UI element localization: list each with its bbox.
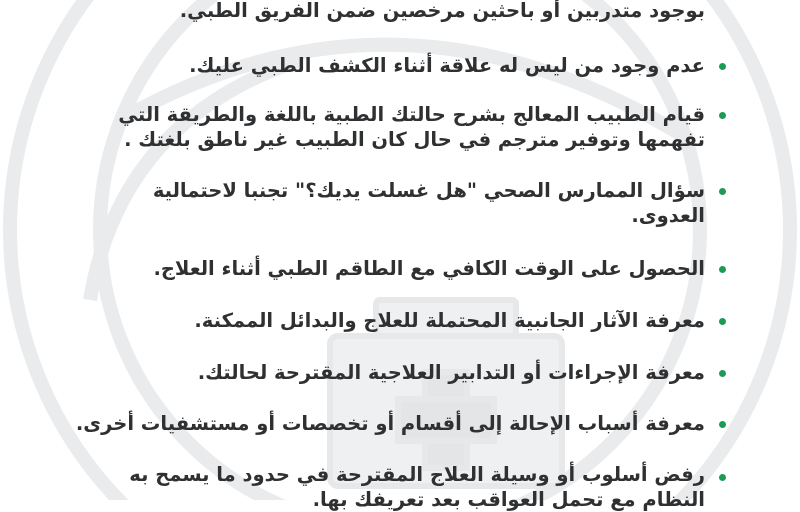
item-text: عدم وجود من ليس له علاقة أثناء الكشف الطبي عليك.: [189, 54, 705, 77]
bullet-icon: [719, 421, 726, 428]
bullet-icon: [719, 266, 726, 273]
bullet-icon: [719, 370, 726, 377]
item-text: قيام الطبيب المعالج بشرح حالتك الطبية باللغة والطريقة التي تفهمها وتوفير مترجم في حال كان الطبيب غير ناطق بلغتك .: [118, 103, 705, 151]
item-text: معرفة أسباب الإحالة إلى أقسام أو تخصصات أو مستشفيات أخرى.: [75, 412, 705, 435]
bullet-icon: [719, 63, 726, 70]
item-text: معرفة الآثار الجانبية المحتملة للعلاج والبدائل الممكنة.: [194, 309, 705, 332]
item-text: معرفة الإجراءات أو التدابير العلاجية المقترحة لحالتك.: [197, 361, 705, 384]
bullet-icon: [719, 112, 726, 119]
bullet-icon: [719, 318, 726, 325]
item-text: رفض أسلوب أو وسيلة العلاج المقترحة في حدود ما يسمح به النظام مع تحمل العواقب بعد تعريفك بها.: [129, 463, 705, 511]
bullet-icon: [719, 474, 726, 481]
bullet-icon: [719, 188, 726, 195]
item-text: بوجود متدربين أو باحثين مرخصين ضمن الفريق الطبي.: [179, 0, 705, 22]
item-text: الحصول على الوقت الكافي مع الطاقم الطبي أثناء العلاج.: [153, 257, 705, 280]
item-text: سؤال الممارس الصحي "هل غسلت يديك؟" تجنبا لاحتمالية العدوى.: [152, 179, 705, 227]
